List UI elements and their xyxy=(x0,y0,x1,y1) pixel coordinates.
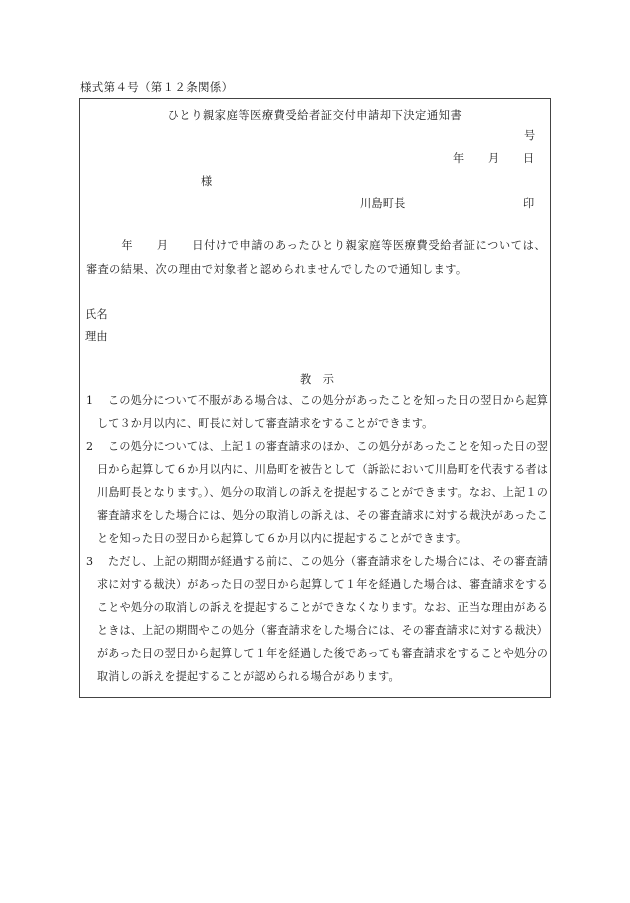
notice-item-number: 3 xyxy=(86,555,94,568)
date-year-label: 年 xyxy=(453,152,465,165)
body-text: 年 月 日付けで申請のあったひとり親家庭等医療費受給者証については、審査の結果、次の理由で対象者と認められませんでしたので通知します。 xyxy=(86,239,546,276)
notice-item xyxy=(86,550,548,688)
seal-mark: 印 xyxy=(523,197,535,210)
form-number-label: 様式第４号（第１２条関係） xyxy=(80,80,234,94)
notice-item-number: 1 xyxy=(86,394,94,407)
notice-list xyxy=(86,389,548,688)
document-title: ひとり親家庭等医療費受給者証交付申請却下決定通知書 xyxy=(167,109,463,122)
notification-document xyxy=(79,98,551,698)
reason-field-label: 理由 xyxy=(85,330,108,343)
date-month-label: 月 xyxy=(488,152,500,165)
notice-item-number: 2 xyxy=(86,440,94,453)
sender-name: 川島町長 xyxy=(360,197,406,210)
notice-item-text: この処分については、上記１の審査請求のほか、この処分があったことを知った日の翌日から起算して６か月以内に、川島町を被告として（訴訟において川島町を代表する者は川島町長となります。）、処分の取消しの訴えを提起することができます。なお、上記１の審査請求をした場合には、処分の取消しの訴えは、その審査請求に対する裁決があったことを知った日の翌日から起算して６か月以内に提起することができます。 xyxy=(97,440,548,545)
name-field-label: 氏名 xyxy=(85,308,108,321)
document-number-label: 号 xyxy=(524,129,536,142)
notice-item-text: この処分について不服がある場合は、この処分があったことを知った日の翌日から起算して３か月以内に、町長に対して審査請求をすることができます。 xyxy=(97,394,548,430)
notice-heading: 教 示 xyxy=(300,373,335,386)
date-day-label: 日 xyxy=(523,152,535,165)
addressee-suffix: 様 xyxy=(201,175,213,188)
notice-item xyxy=(86,435,548,550)
notice-item-text: ただし、上記の期間が経過する前に、この処分（審査請求をした場合には、その審査請求に対する裁決）があった日の翌日から起算して１年を経過した場合は、審査請求をすることや処分の取消しの訴えを提起することができなくなります。なお、正当な理由があるときは、上記の期間やこの処分（審査請求をした場合には、その審査請求に対する裁決）があった日の翌日から起算して１年を経過した後であっても審査請求をすることや処分の取消しの訴えを提起することが認められる場合があります。 xyxy=(97,555,548,683)
notice-item xyxy=(86,389,548,435)
